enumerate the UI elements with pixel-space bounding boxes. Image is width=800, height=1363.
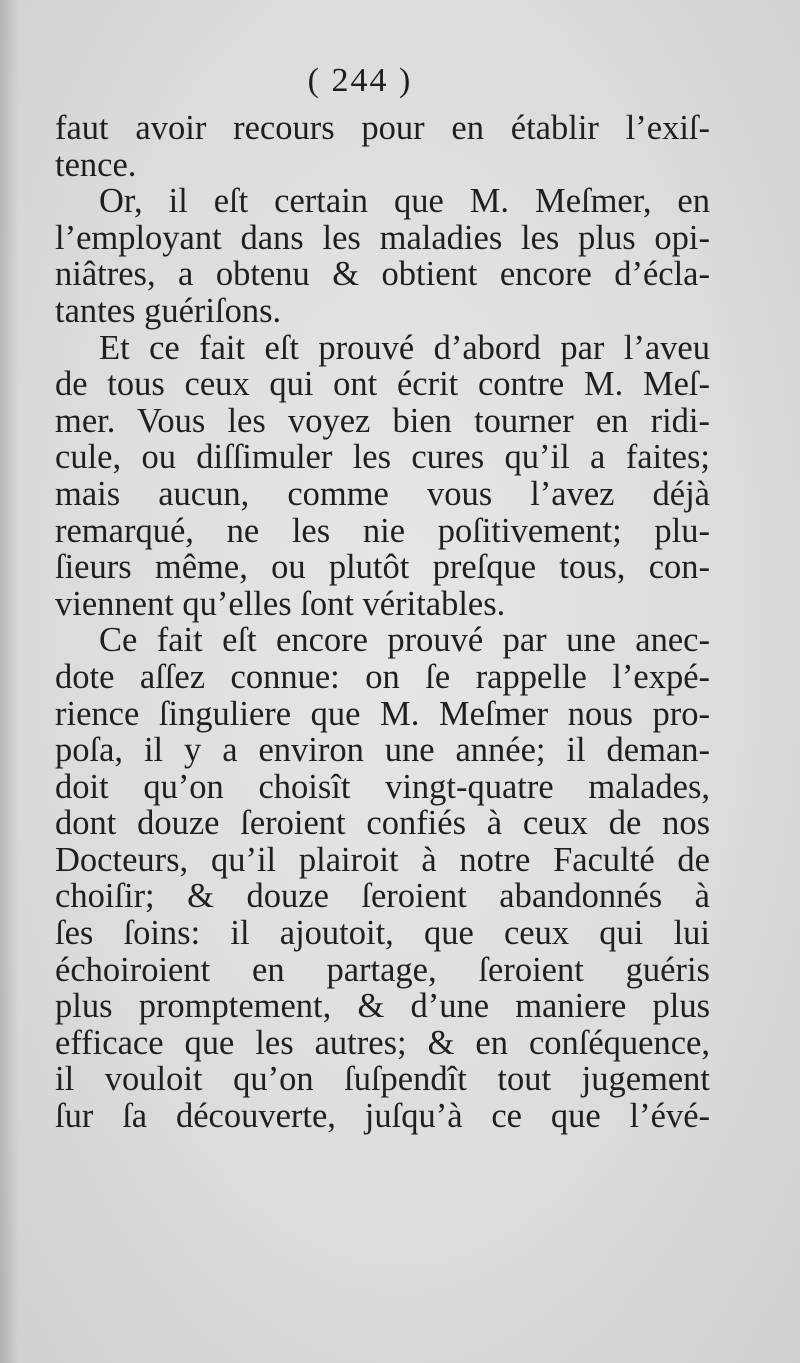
text-line: Docteurs, qu’il plairoit à notre Faculté de (55, 840, 710, 879)
text-line: niâtres, a obtenu & obtient encore d’écla- (55, 255, 710, 294)
text-line: poſa, il y a environ une année; il deman- (55, 731, 710, 770)
text-line: il vouloit qu’on ſuſpendît tout jugement (55, 1060, 710, 1099)
text-line: échoiroient en partage, ſeroient guéris (55, 950, 710, 989)
body-text (55, 110, 710, 1135)
paragraph-start-line: Or, il eſt certain que M. Meſmer, en (99, 182, 710, 221)
text-line: ſur ſa découverte, juſqu’à ce que l’évé- (55, 1097, 710, 1136)
text-line: plus promptement, & d’une maniere plus (55, 987, 710, 1026)
text-line: de tous ceux qui ont écrit contre M. Meſ- (55, 365, 710, 404)
text-line: ſieurs même, ou plutôt preſque tous, con- (55, 548, 710, 587)
text-line: mais aucun, comme vous l’avez déjà (55, 474, 710, 513)
text-line: tantes guériſons. (55, 291, 282, 330)
text-line: dont douze ſeroient confiés à ceux de nos (55, 804, 710, 843)
text-line: viennent qu’elles ſont véritables. (55, 584, 506, 623)
text-line: choiſir; & douze ſeroient abandonnés à (55, 877, 710, 916)
text-line: rience ſinguliere que M. Meſmer nous pro- (55, 694, 710, 733)
text-line: doit qu’on choisît vingt-quatre malades, (55, 767, 710, 806)
text-line: dote aſſez connue: on ſe rappelle l’expé- (55, 657, 710, 696)
paragraph-start-line: Et ce fait eſt prouvé d’abord par l’aveu (99, 328, 710, 367)
text-line: l’employant dans les maladies les plus opi- (55, 218, 710, 257)
page-number: ( 244 ) (307, 62, 413, 99)
text-line: efficace que les autres; & en conſéquence, (55, 1023, 710, 1062)
text-line: ſes ſoins: il ajoutoit, que ceux qui lui (55, 914, 710, 953)
text-line: cule, ou diſſimuler les cures qu’il a faites; (55, 438, 710, 477)
text-line: faut avoir recours pour en établir l’exiſ- (55, 109, 710, 147)
paragraph-start-line: Ce fait eſt encore prouvé par une anec- (99, 621, 710, 660)
text-line: mer. Vous les voyez bien tourner en ridi- (55, 401, 710, 440)
text-line: tence. (55, 145, 137, 184)
text-line: remarqué, ne les nie poſitivement; plu- (55, 511, 710, 550)
